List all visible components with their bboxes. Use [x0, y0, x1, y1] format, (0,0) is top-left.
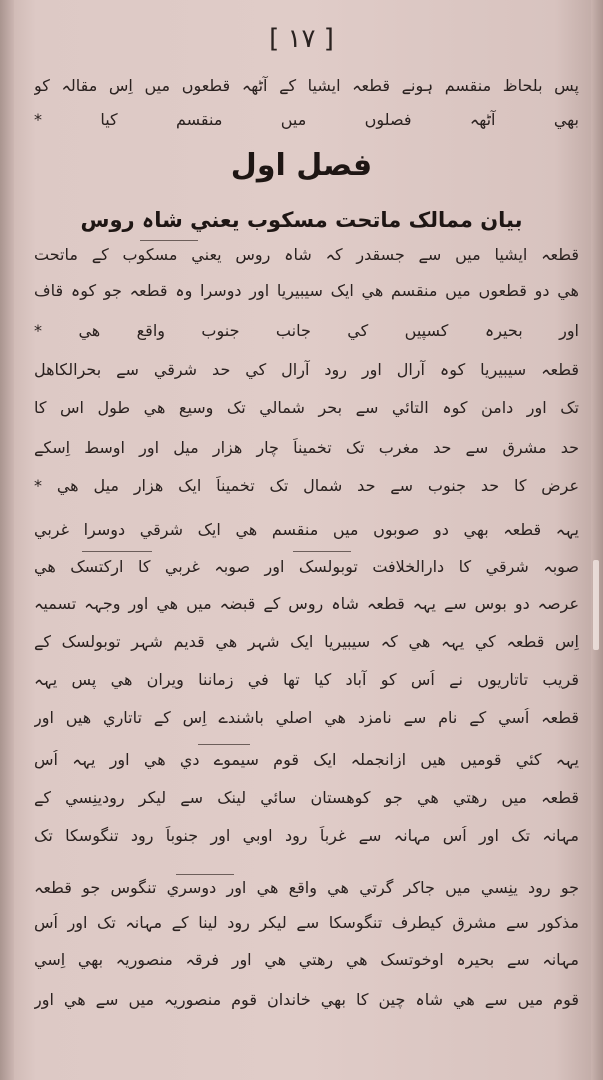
body-line: مذکور سے مشرق کیطرف تنگوسکا سے لیکر رود لینا کے مہانہ تک اور اُس [34, 913, 579, 932]
name-overline [140, 240, 198, 241]
body-line: قطعہ سیبیریا کوہ آرال اور رود آرال کي حد شرقي سے بحرالکاهل [34, 360, 579, 379]
body-line: صوبہ شرقي کا دارالخلافت توبولسک اور صوبہ غربي کا ارکتسک هي [34, 557, 579, 576]
body-line: قوم میں سے هي شاہ چین کا بھي خاندان قوم منصوریہ میں سے هي اور [34, 990, 579, 1009]
body-line: هي دو قطعوں میں منقسم هي ایک سیبیریا اور دوسرا وہ قطعہ جو کوہ قاف [34, 281, 579, 300]
body-line: عرصہ دو بوس سے یہہ قطعہ شاہ روس کے قبضہ میں هي اور وجہہ تسمیہ [34, 594, 579, 613]
body-line: مہانہ سے بحیرہ اوخوتسک هي رهتي هي اور فرقہ منصوریہ بھي اِسي [34, 950, 579, 969]
intro-line: پس بلحاظ منقسم ہونے قطعہ ایشیا کے آٹھہ قطعوں میں اِس مقالہ کو [34, 76, 579, 95]
section-title: بیان ممالک ماتحت مسکوب یعني شاہ روس [80, 208, 523, 232]
body-line: یہہ قطعہ بھي دو صوبوں میں منقسم هي ایک شرقي دوسرا غربي [34, 520, 579, 539]
body-line: یہہ کئي قومیں هیں ازانجملہ ایک قوم سیموے دي هي اور یہہ اُس [34, 750, 579, 769]
body-line: قطعہ اُسي کے نام سے نامزد هي اصلي باشندے اِس کے تاتاري هیں اور [34, 708, 579, 727]
body-line: قطعہ ایشیا میں سے جسقدر کہ شاہ روس یعني مسکوب کے ماتحت [34, 245, 579, 264]
body-line: قطعہ میں رهتي هي جو کوهستان سائي لینک سے لیکر رودینِسي کے [34, 788, 579, 807]
name-overline [293, 551, 351, 552]
name-overline [198, 744, 250, 745]
name-overline [82, 551, 152, 552]
body-line: جو رود ینِسي میں جاکر گرتي هي واقع هي اور دوسري تنگوس جو قطعہ [34, 878, 579, 897]
body-line: مہانہ تک اور اُس مہانہ سے غرباً رود اوبي اور جنوباً رود تنگوسکا تک [34, 826, 579, 845]
body-line: عرض کا حد جنوب سے حد شمال تک تخمیناً ایک هزار میل هي * [34, 476, 579, 495]
body-line: قریب تاتاریوں نے اُس کو آباد کیا تھا في زماننا ویران هي پس یہہ [34, 670, 579, 689]
paper-fold [593, 560, 599, 650]
body-line: تک اور دامن کوہ التائي سے بحر شمالي تک وسیع هي طول اس کا [34, 398, 579, 417]
intro-line: بھي آٹھہ فصلوں میں منقسم کیا * [34, 110, 579, 129]
name-overline [176, 874, 234, 875]
page-number: [ ۱۷ ] [269, 24, 334, 54]
body-line: حد مشرق سے حد مغرب تک تخمیناً چار هزار میل اور اوسط اِسکے [34, 438, 579, 457]
body-line: اِس قطعہ کي یہہ هي کہ سیبیریا ایک شہر هي قدیم شہر توبولسک کے [34, 632, 579, 651]
body-line: اور بحیرہ کسپیں کي جانب جنوب واقع هي * [34, 321, 579, 340]
chapter-title: فصل اول [230, 148, 373, 183]
